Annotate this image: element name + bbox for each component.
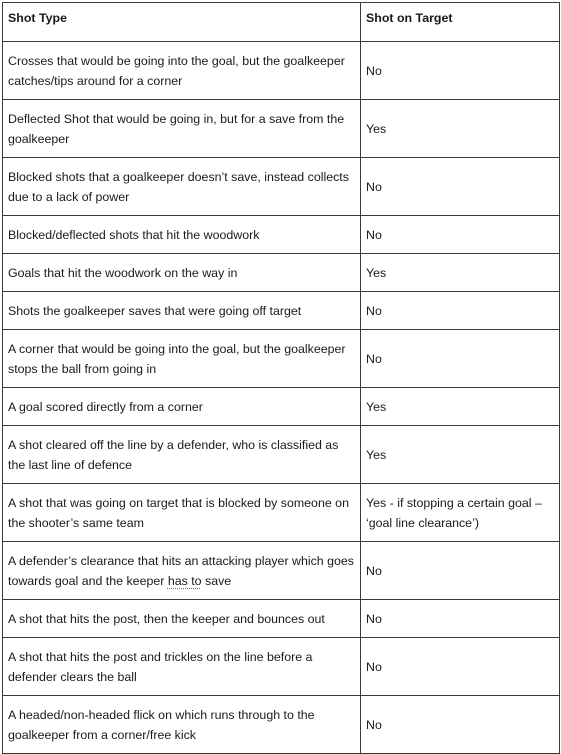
on-target-cell: Yes (361, 254, 560, 292)
shot-type-cell: A shot cleared off the line by a defender, who is classified as the last line of defence (3, 426, 361, 484)
shot-type-cell: Blocked shots that a goalkeeper doesn’t save, instead collects due to a lack of power (3, 158, 361, 216)
shot-type-cell: Blocked/deflected shots that hit the woodwork (3, 216, 361, 254)
shot-type-cell: Goals that hit the woodwork on the way in (3, 254, 361, 292)
shot-type-cell: A shot that was going on target that is blocked by someone on the shooter’s same team (3, 484, 361, 542)
shot-type-cell: A defender’s clearance that hits an attacking player which goes towards goal and the keeper has to save (3, 542, 361, 600)
on-target-cell: No (361, 600, 560, 638)
header-shot-type: Shot Type (3, 3, 361, 42)
shot-type-cell: A goal scored directly from a corner (3, 388, 361, 426)
shot-type-cell: Deflected Shot that would be going in, but for a save from the goalkeeper (3, 100, 361, 158)
table-header-row (3, 3, 560, 42)
table-row (3, 426, 560, 484)
on-target-cell: No (361, 542, 560, 600)
on-target-cell: No (361, 216, 560, 254)
on-target-cell: Yes - if stopping a certain goal – ‘goal line clearance’) (361, 484, 560, 542)
table-row (3, 542, 560, 600)
shot-type-cell: A shot that hits the post, then the keeper and bounces out (3, 600, 361, 638)
table-row (3, 600, 560, 638)
table-row (3, 696, 560, 754)
shot-type-cell: A corner that would be going into the goal, but the goalkeeper stops the ball from going in (3, 330, 361, 388)
header-shot-on-target: Shot on Target (361, 3, 560, 42)
table-row (3, 388, 560, 426)
shot-type-cell: Crosses that would be going into the goal, but the goalkeeper catches/tips around for a corner (3, 42, 361, 100)
shot-type-cell: Shots the goalkeeper saves that were going off target (3, 292, 361, 330)
table-row (3, 484, 560, 542)
table-row (3, 330, 560, 388)
table-row (3, 158, 560, 216)
on-target-cell: Yes (361, 100, 560, 158)
table-row (3, 254, 560, 292)
on-target-cell: Yes (361, 388, 560, 426)
on-target-cell: No (361, 638, 560, 696)
on-target-cell: No (361, 42, 560, 100)
table-row (3, 638, 560, 696)
on-target-cell: No (361, 158, 560, 216)
grammar-hint-underline: has to (167, 573, 202, 588)
table-row (3, 292, 560, 330)
table-row (3, 216, 560, 254)
shot-type-cell: A shot that hits the post and trickles on the line before a defender clears the ball (3, 638, 361, 696)
shot-classification-table (2, 2, 560, 754)
table-row (3, 42, 560, 100)
on-target-cell: Yes (361, 426, 560, 484)
table-row (3, 100, 560, 158)
on-target-cell: No (361, 292, 560, 330)
on-target-cell: No (361, 330, 560, 388)
on-target-cell: No (361, 696, 560, 754)
shot-type-cell: A headed/non-headed flick on which runs through to the goalkeeper from a corner/free kick (3, 696, 361, 754)
